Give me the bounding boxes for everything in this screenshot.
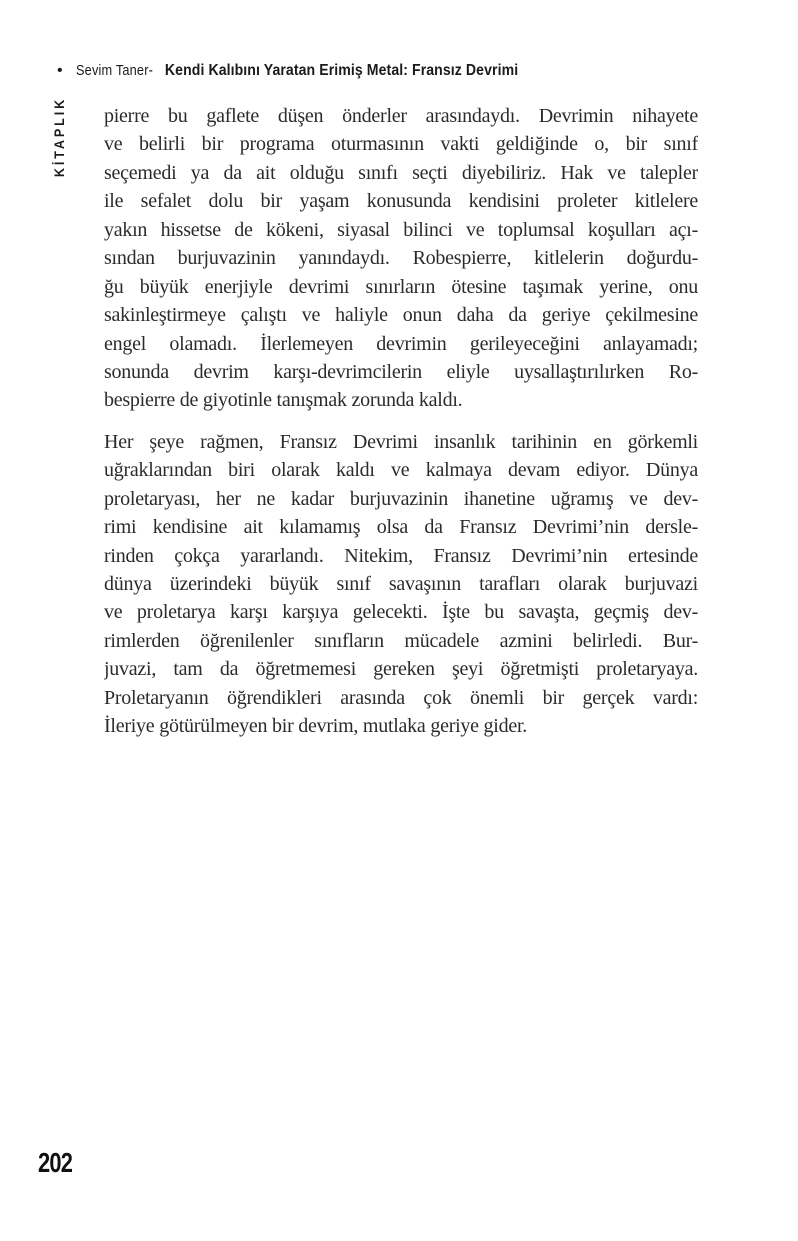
text-line: Proletaryanın öğrendikleri arasında çok önemli bir gerçek vardı: [104,686,698,709]
header-text [76,62,518,80]
text-line: ve belirli bir programa oturmasının vakti geldiğinde o, bir sınıf [104,133,698,156]
text-line: rimi kendisine ait kılamamış olsa da Fransız Devrimi’nin dersle- [104,516,698,539]
header-author: Sevim Taner- [75,63,153,79]
paragraph-1 [104,102,698,415]
text-line: juvazi, tam da öğretmemesi gereken şeyi öğretmişti proletaryaya. [104,658,698,681]
bullet-icon: • [57,62,63,79]
text-line: Her şeye rağmen, Fransız Devrimi insanlık tarihinin en görkemli [104,430,698,453]
text-line: sakinleştirmeye çalıştı ve haliyle onun daha da geriye çekilmesine [104,304,698,327]
text-line: ğu büyük enerjiyle devrimi sınırların ötesine taşımak yerine, onu [104,275,698,298]
text-line: uğraklarından biri olarak kaldı ve kalmaya devam ediyor. Dünya [104,459,698,482]
text-line: yakın hissetse de kökeni, siyasal bilinci ve toplumsal koşulları açı- [104,218,698,241]
text-line: ve proletarya karşı karşıya gelecekti. İşte bu savaşta, geçmiş dev- [104,601,698,624]
text-line: rimlerden öğrenilenler sınıfların mücadele azmini belirledi. Bur- [104,629,698,652]
header-title: Kendi Kalıbını Yaratan Erimiş Metal: Fransız Devrimi [164,62,518,79]
text-line: İleriye götürülmeyen bir devrim, mutlaka geriye gider. [104,715,528,738]
text-line: sından burjuvazinin yanındaydı. Robespierre, kitlelerin doğurdu- [104,247,698,270]
text-line: seçemedi ya da ait olduğu sınıfı seçti diyebiliriz. Hak ve talepler [104,161,698,184]
text-line: dünya üzerindeki büyük sınıf savaşının tarafları olarak burjuvazi [104,573,698,595]
text-line: ile sefalet dolu bir yaşam konusunda kendisini proleter kitlelere [104,190,698,213]
text-line: proletaryası, her ne kadar burjuvazinin ihanetine uğramış ve dev- [104,487,698,510]
paragraph-2 [104,428,698,741]
page-header [57,62,578,80]
section-label-vertical: KİTAPLIK [51,96,67,178]
text-line: bespierre de giyotinle tanışmak zorunda kaldı. [104,389,463,412]
text-line: sonunda devrim karşı-devrimcilerin eliyle uysallaştırılırken Ro- [104,360,698,383]
text-line: pierre bu gaflete düşen önderler arasındaydı. Devrimin nihayete [104,105,698,127]
page-number: 202 [38,1147,73,1178]
body-text [104,102,698,741]
text-line: engel olamadı. İlerlemeyen devrimin gerileyeceğini anlayamadı; [104,332,698,355]
text-line: rinden çokça yararlandı. Nitekim, Fransız Devrimi’nin ertesinde [104,544,698,567]
section-label-box [44,86,74,188]
